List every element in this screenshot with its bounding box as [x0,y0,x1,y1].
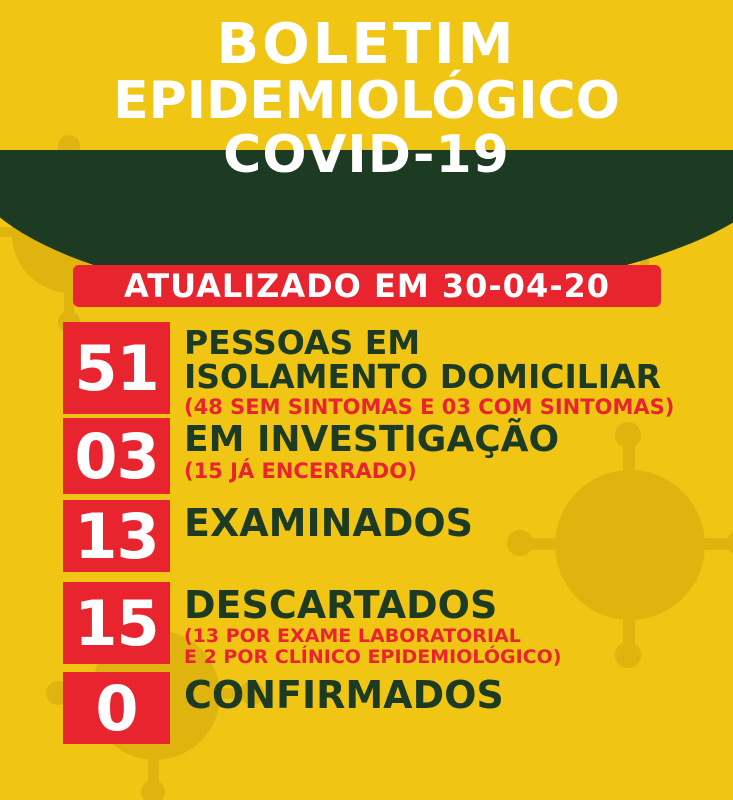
stat-label-confirmados: CONFIRMADOS [184,673,504,717]
title-line-2: EPIDEMIOLÓGICO [113,71,620,132]
stat-note-isolamento: (48 SEM SINTOMAS E 03 COM SINTOMAS) [184,394,675,419]
stat-note-descartados [184,626,733,667]
stat-label-examinados: EXAMINADOS [184,501,474,545]
stat-note-descartados-line2: E 2 POR CLÍNICO EPIDEMIOLÓGICO) [184,645,562,668]
stat-note-investigacao: (15 JÁ ENCERRADO) [184,459,417,483]
stat-label-isolamento [184,323,733,396]
stat-row-examinados [0,500,733,572]
stat-label-isolamento-line2: ISOLAMENTO DOMICILIAR [184,356,662,396]
stat-label-isolamento-line1: PESSOAS EM [184,323,421,362]
location-subtitle: ARAGUATINS - TOCANTINS [110,224,623,263]
stat-label-descartados: DESCARTADOS [184,583,498,627]
stat-label-investigacao: EM INVESTIGAÇÃO [184,419,560,460]
stat-text-descartados [184,582,733,667]
stat-row-isolamento [0,322,733,419]
stat-row-descartados [0,582,733,668]
stat-text-isolamento [184,322,733,419]
stat-row-confirmados [0,672,733,744]
title-line-3: COVID-19 [223,125,510,186]
stat-value-investigacao: 03 [63,418,170,494]
stat-note-descartados-line1: (13 POR EXAME LABORATORIAL [184,625,521,647]
updated-badge-label: ATUALIZADO EM 30-04-20 [123,267,611,305]
stat-value-examinados: 13 [63,500,170,572]
updated-badge [73,265,661,307]
stat-text-confirmados [184,672,733,717]
stat-value-confirmados: 0 [63,672,170,744]
stat-row-investigacao [0,418,733,494]
page-title [0,12,733,186]
statistics-list [0,322,733,752]
stat-text-investigacao [184,418,733,483]
title-line-1: BOLETIM [216,12,517,77]
stat-value-descartados: 15 [63,582,170,664]
stat-text-examinados [184,500,733,545]
stat-value-isolamento: 51 [63,322,170,414]
